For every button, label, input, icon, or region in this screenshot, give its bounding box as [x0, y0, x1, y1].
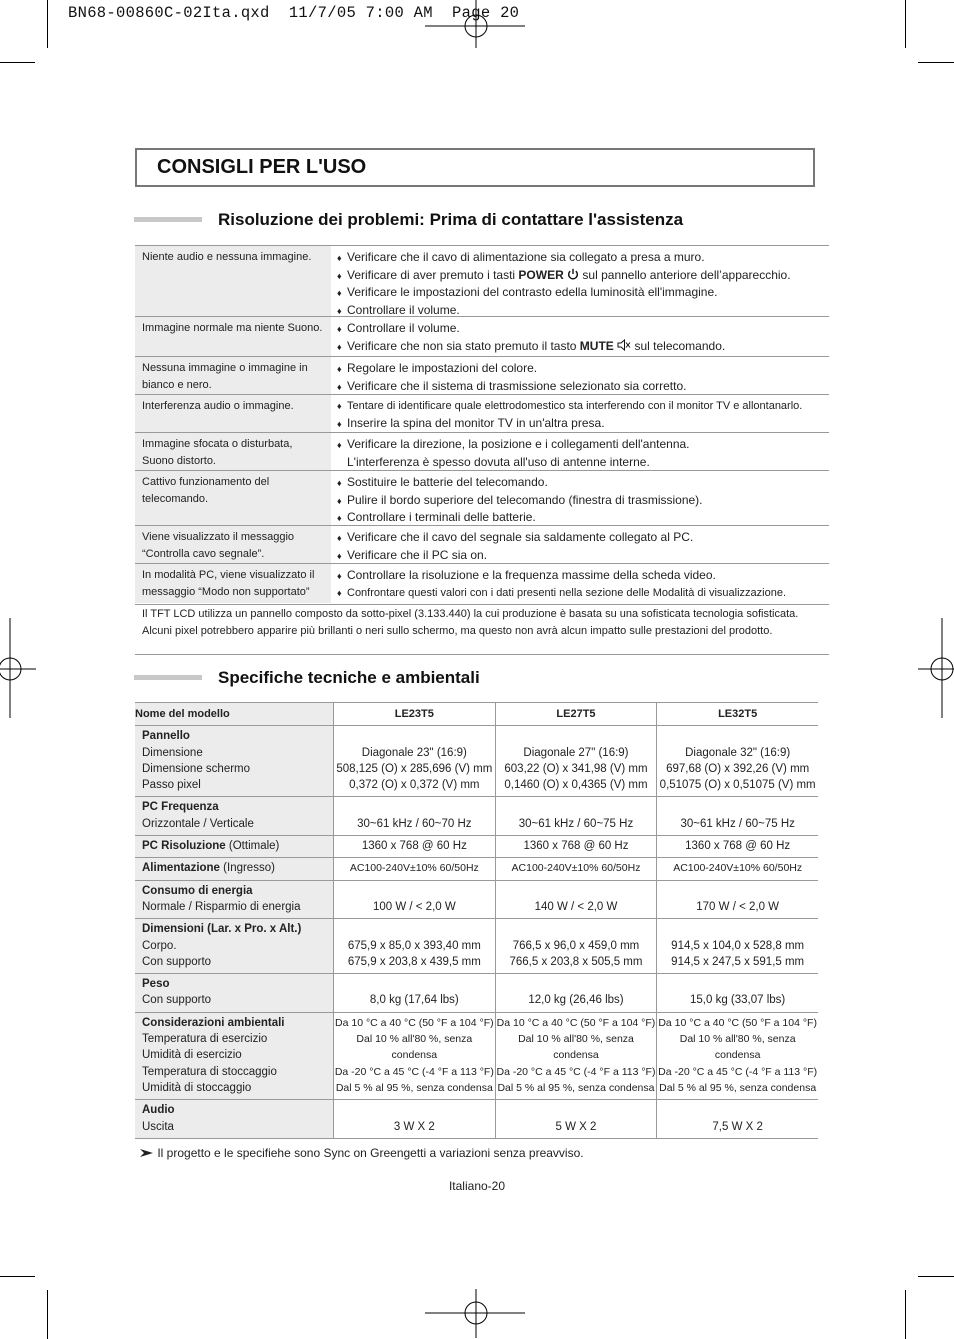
registration-mark-bottom: [425, 1289, 527, 1339]
spec-value-line: Da 10 °C a 40 °C (50 °F a 104 °F): [496, 1016, 656, 1029]
solution-cell: [331, 395, 829, 435]
bullet-icon: ♦: [337, 550, 342, 561]
button-name: MUTE: [579, 338, 614, 353]
footnote-text: Il progetto e le specifiehe sono Sync on Greengetti a variazioni senza preavviso.: [157, 1146, 584, 1160]
solution-text: L'interferenza è spesso dovuta all'uso di antenne interne.: [347, 454, 650, 469]
spec-value: [657, 797, 818, 836]
solution-text: Verificare che il PC sia on.: [347, 547, 488, 562]
solution-cell: [331, 526, 829, 567]
page-title: CONSIGLI PER L'USO: [157, 156, 367, 178]
solution-item: [337, 398, 829, 415]
spec-value-line: 140 W / < 2,0 W: [534, 900, 618, 913]
lcd-pixel-note: [135, 604, 829, 655]
spec-value-line: 603,22 (O) x 341,98 (V) mm: [504, 762, 648, 775]
spec-value: [495, 1012, 657, 1099]
spec-value: [657, 974, 818, 1013]
spec-value: [334, 858, 496, 880]
mute-icon: [617, 339, 631, 351]
spec-value: [495, 797, 657, 836]
spec-value-line: 508,125 (O) x 285,696 (V) mm: [336, 762, 493, 775]
solution-cell: [331, 317, 829, 358]
solution-item: [337, 378, 829, 396]
solution-text: Pulire il bordo superiore del telecomando (finestra di trasmissione).: [347, 492, 703, 507]
spec-label-title: Peso: [142, 978, 170, 991]
spec-value: [334, 1012, 496, 1099]
spec-label: [135, 1012, 334, 1099]
spec-row: [135, 797, 818, 836]
bullet-icon: ♦: [337, 418, 342, 429]
spec-label-title: Pannello: [142, 730, 190, 743]
spec-label: [135, 880, 334, 919]
specs-table: [135, 702, 818, 1139]
solution-item: [337, 320, 829, 338]
problem-text: “Controlla cavo segnale”.: [142, 548, 265, 560]
page-number: Italiano-20: [448, 1179, 506, 1193]
spec-value-line: 15,0 kg (33,07 lbs): [690, 994, 786, 1007]
bullet-icon: ♦: [337, 253, 342, 263]
spec-label-line: Uscita: [142, 1120, 174, 1133]
solution-item: [337, 547, 829, 565]
spec-value: [495, 726, 657, 797]
spec-label: [135, 974, 334, 1013]
troubleshooting-row: [135, 525, 829, 563]
spec-value: [495, 1100, 657, 1139]
spec-label-title: Consumo di energia: [142, 884, 253, 897]
spec-label-line: Corpo.: [142, 939, 177, 952]
spec-value-line: Diagonale 32" (16:9): [685, 746, 791, 759]
solution-text: Verificare le impostazioni del contrasto edella luminosità ell'immagine.: [347, 285, 718, 299]
solution-text: sul pannello anteriore dell’apparecchio.: [579, 267, 791, 282]
bullet-icon: ♦: [337, 533, 342, 543]
problem-text: Cattivo funzionamento del: [142, 476, 270, 488]
mute-icon: [614, 339, 631, 353]
spec-value-line: 675,9 x 85,0 x 393,40 mm: [347, 939, 481, 952]
spec-value: [657, 858, 818, 880]
spec-label: [135, 836, 334, 858]
footnote: [140, 1146, 584, 1160]
spec-value-line: 914,5 x 104,0 x 528,8 mm: [671, 939, 805, 952]
crop-mark: [47, 1290, 48, 1339]
spec-value-line: Diagonale 27" (16:9): [523, 746, 629, 759]
solution-item: [337, 529, 829, 547]
spec-value-line: Dal 5 % al 95 %, senza condensa: [335, 1081, 493, 1094]
solution-item: [337, 338, 829, 356]
spec-value-line: 0,51075 (O) x 0,51075 (V) mm: [659, 779, 816, 792]
spec-value-line: 30~61 kHz / 60~70 Hz: [357, 817, 472, 830]
spec-value-line: 100 W / < 2,0 W: [372, 900, 456, 913]
bullet-icon: ♦: [337, 440, 342, 450]
spec-value-line: 1360 x 768 @ 60 Hz: [685, 840, 791, 853]
solution-text: Controllare la risoluzione e la frequenza massime della scheda video.: [347, 568, 716, 582]
spec-label-title: Dimensioni (Lar. x Pro. x Alt.): [142, 923, 302, 936]
problem-cell: [135, 564, 331, 603]
problem-text: Niente audio e nessuna immagine.: [142, 251, 312, 263]
spec-label-title: PC Frequenza: [142, 801, 219, 814]
troubleshooting-row: [135, 432, 829, 470]
spec-value-line: 170 W / < 2,0 W: [696, 900, 780, 913]
bullet-icon: ♦: [337, 341, 342, 352]
problem-text: Interferenza audio o immagine.: [142, 400, 294, 412]
spec-label: [135, 1100, 334, 1139]
problem-text: messaggio “Modo non supportato”: [142, 586, 310, 598]
problem-text: Immagine normale ma niente Suono.: [142, 322, 323, 334]
note-line: Alcuni pixel potrebbero apparire più brillanti o neri sullo schermo, ma questo non avrà alcun impatto sulle prestazioni del prodotto.: [142, 625, 773, 637]
spec-label-title: Alimentazione: [142, 862, 220, 875]
spec-row: [135, 919, 818, 974]
solution-cell: [331, 357, 829, 398]
troubleshooting-title: Risoluzione dei problemi: Prima di contattare l'assistenza: [218, 210, 684, 229]
solution-item: [337, 360, 829, 378]
header-model: LE23T5: [334, 703, 496, 726]
bullet-icon: ♦: [337, 571, 342, 581]
problem-cell: [135, 433, 331, 470]
spec-label: [135, 858, 334, 880]
spec-value-line: AC100-240V±10% 60/50Hz: [511, 862, 641, 875]
page-title-box: [135, 148, 815, 187]
spec-label-line: Umidità di esercizio: [142, 1049, 242, 1062]
solution-item: [337, 585, 829, 602]
troubleshooting-row: [135, 470, 829, 525]
solution-text: Controllare il volume.: [347, 302, 460, 317]
spec-value-line: 12,0 kg (26,46 lbs): [528, 994, 624, 1007]
spec-label: [135, 726, 334, 797]
bullet-icon: ♦: [337, 381, 342, 392]
spec-label: [135, 797, 334, 836]
spec-value-line: Da 10 °C a 40 °C (50 °F a 104 °F): [335, 1016, 494, 1029]
spec-row: [135, 858, 818, 880]
solution-text: Verificare la direzione, la posizione e i collegamenti dell'antenna.: [347, 437, 690, 451]
spec-label-line: Temperatura di esercizio: [142, 1033, 268, 1046]
spec-row: [135, 880, 818, 919]
spec-value-line: AC100-240V±10% 60/50Hz: [349, 862, 479, 875]
spec-row: [135, 836, 818, 858]
problem-text: Viene visualizzato il messaggio: [142, 531, 295, 543]
bullet-icon: ♦: [337, 270, 342, 281]
spec-value-line: 914,5 x 247,5 x 591,5 mm: [671, 955, 805, 968]
troubleshooting-row: [135, 245, 829, 316]
troubleshooting-table: [135, 245, 829, 603]
spec-label-line: Passo pixel: [142, 779, 201, 792]
spec-value: [495, 919, 657, 974]
problem-cell: [135, 471, 331, 525]
crop-mark: [918, 1276, 954, 1277]
spec-value-line: Dal 10 % all'80 %, senza condensa: [518, 1033, 634, 1062]
solution-item: [337, 436, 829, 454]
crop-mark: [47, 0, 48, 48]
header-model: LE32T5: [657, 703, 818, 726]
solution-item: [337, 492, 829, 510]
spec-value: [495, 858, 657, 880]
spec-value-line: 7,5 W X 2: [712, 1120, 763, 1133]
specs-header-row: [135, 703, 818, 726]
section-bar: [134, 675, 202, 680]
spec-label: [135, 919, 334, 974]
bullet-icon: ♦: [337, 401, 342, 411]
problem-cell: [135, 526, 331, 563]
header-model: LE27T5: [495, 703, 657, 726]
problem-text: bianco e nero.: [142, 379, 212, 391]
spec-value: [657, 1100, 818, 1139]
spec-value-line: 3 W X 2: [393, 1120, 435, 1133]
registration-mark-left: [0, 618, 40, 720]
spec-value-line: 0,1460 (O) x 0,4365 (V) mm: [504, 779, 648, 792]
section-bar: [134, 217, 202, 222]
solution-text: Verificare che il cavo del segnale sia saldamente collegato al PC.: [347, 530, 694, 544]
power-icon: [567, 268, 579, 280]
problem-cell: [135, 317, 331, 356]
solution-item: [337, 474, 829, 492]
spec-value-line: 30~61 kHz / 60~75 Hz: [680, 817, 795, 830]
spec-value-line: Da 10 °C a 40 °C (50 °F a 104 °F): [658, 1016, 817, 1029]
solution-cell: [331, 471, 829, 530]
print-slug: BN68-00860C-02Ita.qxd 11/7/05 7:00 AM Page 20: [68, 4, 520, 22]
spec-value-line: 766,5 x 203,8 x 505,5 mm: [509, 955, 643, 968]
solution-text: Sostituire le batterie del telecomando.: [347, 475, 548, 489]
solution-text: Verificare che il sistema di trasmissione selezionato sia corretto.: [347, 378, 687, 393]
solution-text: Controllare i terminali delle batterie.: [347, 510, 536, 524]
solution-cell: [331, 433, 829, 473]
spec-label-line: Normale / Risparmio di energia: [142, 900, 301, 913]
spec-value-line: 1360 x 768 @ 60 Hz: [361, 840, 467, 853]
solution-cell: [331, 564, 829, 604]
spec-value: [495, 974, 657, 1013]
spec-label-suffix: (Ottimale): [225, 840, 280, 853]
solution-item: [337, 267, 829, 285]
spec-row: [135, 1012, 818, 1099]
crop-mark: [905, 0, 906, 48]
spec-label-title: Audio: [142, 1104, 175, 1117]
bullet-icon: ♦: [337, 495, 342, 506]
spec-value: [334, 1100, 496, 1139]
spec-value: [657, 919, 818, 974]
spec-label-suffix: (Ingresso): [219, 862, 275, 875]
registration-mark-right: [914, 618, 954, 720]
spec-value: [495, 836, 657, 858]
solution-item: [337, 567, 829, 585]
crop-mark: [0, 1276, 35, 1277]
spec-value-line: Dal 5 % al 95 %, senza condensa: [659, 1081, 817, 1094]
spec-value-line: 1360 x 768 @ 60 Hz: [523, 840, 629, 853]
bullet-icon: ♦: [337, 513, 342, 523]
spec-value: [657, 836, 818, 858]
spec-value-line: 675,9 x 203,8 x 439,5 mm: [347, 955, 481, 968]
problem-text: Suono distorto.: [142, 455, 216, 467]
solution-text: Verificare di aver premuto i tasti: [347, 267, 519, 282]
problem-text: Immagine sfocata o disturbata,: [142, 438, 293, 450]
spec-value-line: Diagonale 23" (16:9): [361, 746, 467, 759]
button-name: POWER: [518, 267, 564, 282]
spec-value-line: Da -20 °C a 45 °C (-4 °F a 113 °F): [334, 1065, 494, 1078]
spec-value-line: Dal 5 % al 95 %, senza condensa: [497, 1081, 655, 1094]
spec-label-line: Con supporto: [142, 955, 212, 968]
power-icon: [564, 268, 579, 282]
problem-text: In modalità PC, viene visualizzato il: [142, 569, 315, 581]
spec-label-line: Umidità di stoccaggio: [142, 1081, 252, 1094]
crop-mark: [0, 62, 35, 63]
spec-value: [334, 726, 496, 797]
solution-item: [337, 284, 829, 302]
solution-text: Confrontare questi valori con i dati presenti nella sezione delle Modalità di visualizzazione.: [347, 586, 787, 599]
arrow-icon: [140, 1148, 154, 1158]
spec-value: [657, 880, 818, 919]
spec-value-line: 766,5 x 96,0 x 459,0 mm: [512, 939, 640, 952]
solution-text: sul telecomando.: [631, 338, 726, 353]
problem-cell: [135, 357, 331, 394]
spec-value: [334, 919, 496, 974]
solution-item: [337, 415, 829, 433]
bullet-icon: ♦: [337, 305, 342, 316]
spec-row: [135, 974, 818, 1013]
crop-mark: [905, 1290, 906, 1339]
spec-label-title: Considerazioni ambientali: [142, 1016, 285, 1029]
solution-text: Verificare che non sia stato premuto il tasto: [347, 338, 580, 353]
spec-value: [334, 880, 496, 919]
solution-cell: [331, 246, 829, 322]
spec-row: [135, 1100, 818, 1139]
spec-row: [135, 726, 818, 797]
troubleshooting-row: [135, 316, 829, 356]
spec-label-line: Orizzontale / Verticale: [142, 817, 254, 830]
bullet-icon: ♦: [337, 324, 342, 334]
spec-value-line: Da -20 °C a 45 °C (-4 °F a 113 °F): [496, 1065, 656, 1078]
specs-title: Specifiche tecniche e ambientali: [218, 668, 480, 687]
spec-value: [657, 726, 818, 797]
problem-text: Nessuna immagine o immagine in: [142, 362, 308, 374]
crop-mark: [918, 62, 954, 63]
spec-value: [495, 880, 657, 919]
bullet-icon: ♦: [337, 364, 342, 374]
spec-value-line: 8,0 kg (17,64 lbs): [369, 994, 459, 1007]
bullet-icon: ♦: [337, 478, 342, 488]
spec-value: [334, 836, 496, 858]
spec-value-line: 697,68 (O) x 392,26 (V) mm: [666, 762, 810, 775]
bullet-icon: ♦: [337, 587, 342, 598]
solution-text: Inserire la spina del monitor TV in un'altra presa.: [347, 415, 605, 430]
problem-text: telecomando.: [142, 493, 209, 505]
spec-label-title: PC Risoluzione: [142, 840, 226, 853]
spec-label-line: Con supporto: [142, 994, 212, 1007]
solution-item: [337, 249, 829, 267]
note-line: Il TFT LCD utilizza un pannello composto da sotto-pixel (3.133.440) la cui produzione è basata su una sofisticata tecnologia sofisticata.: [142, 608, 799, 620]
problem-cell: [135, 395, 331, 432]
solution-text: Tentare di identificare quale elettrodomestico sta interferendo con il monitor TV e allontanarlo.: [347, 400, 803, 412]
spec-label-line: Dimensione schermo: [142, 762, 251, 775]
problem-cell: [135, 246, 331, 316]
spec-value-line: 5 W X 2: [555, 1120, 597, 1133]
troubleshooting-row: [135, 563, 829, 603]
solution-text: Controllare il volume.: [347, 321, 460, 335]
spec-value-line: Da -20 °C a 45 °C (-4 °F a 113 °F): [658, 1065, 818, 1078]
spec-value-line: Dal 10 % all'80 %, senza condensa: [356, 1033, 473, 1062]
spec-value: [334, 974, 496, 1013]
bullet-icon: ♦: [337, 288, 342, 298]
spec-value-line: AC100-240V±10% 60/50Hz: [673, 862, 803, 875]
header-model-name: Nome del modello: [135, 703, 334, 726]
solution-text: Regolare le impostazioni del colore.: [347, 361, 538, 375]
solution-item: [337, 509, 829, 527]
spec-value: [334, 797, 496, 836]
spec-label-line: Temperatura di stoccaggio: [142, 1065, 277, 1078]
spec-label-line: Dimensione: [142, 746, 203, 759]
solution-text: Verificare che il cavo di alimentazione sia collegato a presa a muro.: [347, 250, 705, 264]
solution-item: [337, 454, 829, 471]
spec-value: [657, 1012, 818, 1099]
spec-value-line: Dal 10 % all'80 %, senza condensa: [679, 1033, 796, 1062]
spec-value-line: 30~61 kHz / 60~75 Hz: [518, 817, 634, 830]
troubleshooting-row: [135, 356, 829, 394]
troubleshooting-row: [135, 394, 829, 432]
spec-value-line: 0,372 (O) x 0,372 (V) mm: [349, 779, 480, 792]
